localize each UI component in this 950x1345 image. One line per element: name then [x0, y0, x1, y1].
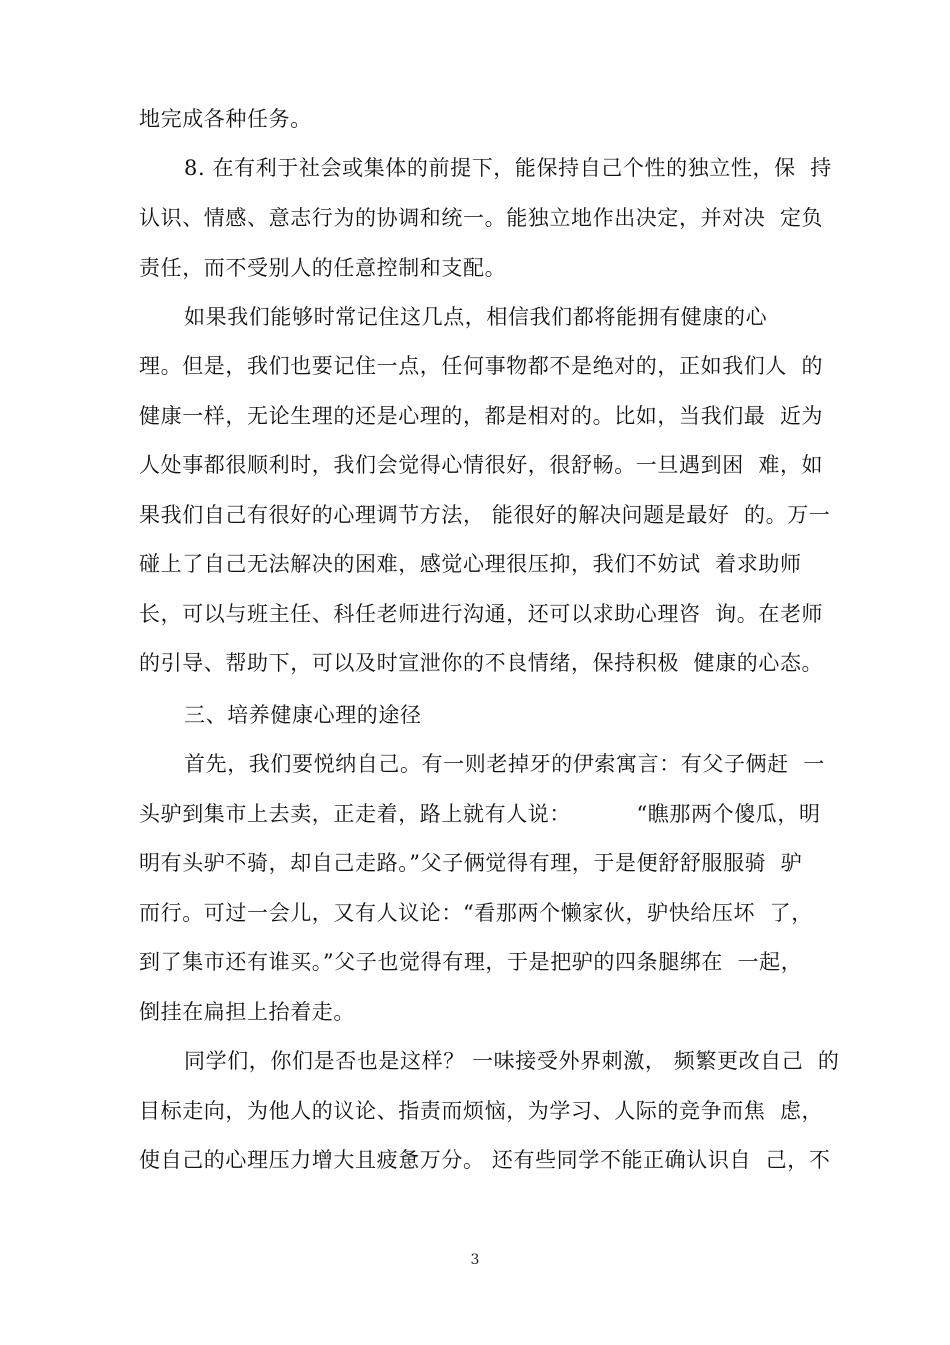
text-line: 首先，我们要悦纳自己。有一则老掉牙的伊索寓言：有父子俩赶 一: [184, 752, 825, 776]
text-line: 头驴到集市上去卖，正走着，路上就有人说： “瞧那两个傻瓜，明: [139, 802, 821, 826]
text-line: 理。但是，我们也要记住一点，任何事物都不是绝对的，正如我们人 的: [139, 354, 824, 378]
text-line: 长，可以与班主任、科任老师进行沟通，还可以求助心理咨 询。在老师: [139, 602, 824, 626]
text-line: 责任，而不受别人的任意控制和支配。: [139, 256, 507, 280]
page-number: 3: [470, 1252, 480, 1268]
text-line: 健康一样，无论生理的还是心理的，都是相对的。比如，当我们最 近为: [139, 404, 824, 428]
text-line: 明有头驴不骑，却自己走路。”父子俩觉得有理，于是便舒舒服服骑 驴: [139, 851, 803, 875]
text-line: 人处事都很顺利时，我们会觉得心情很好，很舒畅。一旦遇到困 难，如: [139, 453, 824, 477]
text-line: 如果我们能够时常记住这几点，相信我们都将能拥有健康的心: [184, 305, 768, 329]
text-line: 目标走向，为他人的议论、指责而烦恼，为学习、人际的竞争而焦 虑，: [139, 1099, 824, 1123]
text-line: 倒挂在扁担上抬着走。: [139, 1000, 355, 1024]
text-line: 果我们自己有很好的心理调节方法， 能很好的解决问题是最好 的。万一: [139, 503, 831, 527]
text-line: 碰上了自己无法解决的困难，感觉心理很压抑，我们不妨试 着求助师: [139, 552, 802, 576]
text-line: 的引导、帮助下，可以及时宣泄你的不良情绪，保持积极 健康的心态。: [139, 651, 824, 675]
text-line: 到了集市还有谁买。”父子也觉得有理，于是把驴的四条腿绑在 一起，: [139, 950, 803, 974]
text-line: 地完成各种任务。: [139, 107, 312, 131]
text-line: 使自己的心理压力增大且疲惫万分。 还有些同学不能正确认识自 己，不: [139, 1148, 831, 1172]
section-heading: 三、培养健康心理的途径: [184, 703, 422, 727]
text-line: 认识、情感、意志行为的协调和统一。能独立地作出决定，并对决 定负: [139, 206, 824, 230]
text-line: 而行。可过一会儿，又有人议论：“看那两个懒家伙，驴快给压坏 了，: [139, 901, 813, 925]
text-line: 同学们，你们是否也是这样？ 一味接受外界刺激， 频繁更改自己 的: [184, 1049, 840, 1073]
text-line: 8. 在有利于社会或集体的前提下，能保持自己个性的独立性，保 持: [184, 156, 832, 180]
